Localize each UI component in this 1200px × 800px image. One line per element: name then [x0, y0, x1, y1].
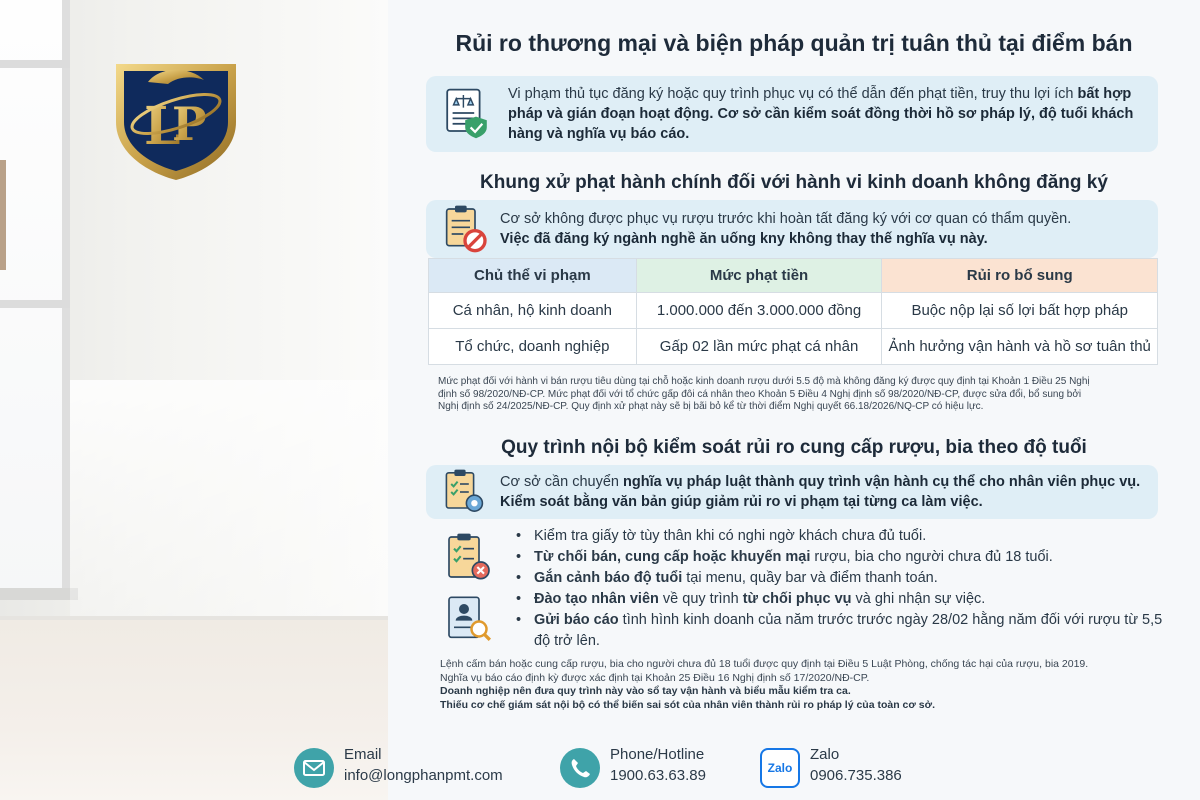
checklist-gear-icon — [440, 468, 488, 516]
room-photo — [0, 0, 388, 800]
list-item — [516, 526, 1166, 547]
section2-note-card — [426, 465, 1158, 519]
note-line-bold: Doanh nghiệp nên đưa quy trình này vào sổ tay vận hành và biểu mẫu kiểm tra ca. — [440, 685, 851, 697]
list-item-text: và ghi nhận sự việc. — [851, 591, 986, 607]
list-item — [516, 589, 1166, 610]
section2-heading: Quy trình nội bộ kiểm soát rủi ro cung cấp rượu, bia theo độ tuổi — [501, 437, 1087, 458]
checklist-prohibit-icon — [440, 204, 490, 254]
list-item-text: tại menu, quầy bar và điểm thanh toán. — [682, 570, 938, 586]
page-title: Rủi ro thương mại và biện pháp quản trị tuân thủ tại điểm bán — [455, 30, 1133, 56]
zalo-label: Zalo — [810, 746, 840, 763]
svg-text:P: P — [172, 97, 207, 151]
email-link[interactable]: info@longphanpmt.com — [344, 767, 503, 784]
intro-text — [508, 84, 1148, 144]
table-header: Mức phạt tiền — [636, 259, 882, 293]
svg-text:L: L — [144, 96, 181, 157]
footnote-line: Nghị định số 24/2025/NĐ-CP. Quy định xử phạt này sẽ bị bãi bỏ kể từ thời điểm Nghị quyết 66.18/2026/NQ-CP có hiệu lực. — [438, 401, 984, 412]
phone-label: Phone/Hotline — [610, 746, 705, 763]
note-line: Nghĩa vụ báo cáo định kỳ được xác định tại Khoản 25 Điều 16 Nghị định số 17/2020/NĐ-CP. — [440, 671, 870, 684]
mail-icon — [294, 748, 334, 788]
list-item-text: tình hình kinh doanh của năm trước trước ngày 28/02 hằng năm đối với rượu từ 5,5 độ trở lên. — [534, 612, 1163, 649]
section1-note — [500, 209, 1150, 249]
list-item-text: về quy trình — [658, 591, 743, 607]
list-item — [516, 610, 1166, 652]
phone-icon — [560, 748, 600, 788]
phone-link[interactable]: 1900.63.63.89 — [610, 767, 706, 784]
checklist-warning-icon — [444, 530, 494, 584]
company-logo-icon — [108, 52, 244, 182]
intro-card — [426, 76, 1158, 152]
table-cell: Cá nhân, hộ kinh doanh — [429, 293, 637, 329]
table-cell: Gấp 02 lần mức phạt cá nhân — [636, 329, 882, 365]
section1-note-card — [426, 200, 1158, 258]
list-item-text: Kiểm tra giấy tờ tùy thân khi có nghi ngờ khách chưa đủ tuổi. — [534, 528, 927, 544]
section1-footnote — [438, 376, 1168, 414]
table-cell: 1.000.000 đến 3.000.000 đồng — [636, 293, 882, 329]
poster — [344, 0, 1200, 800]
list-item-bold: Gắn cảnh báo độ tuổi — [534, 570, 683, 586]
table-cell: Ảnh hưởng vận hành và hồ sơ tuân thủ — [882, 329, 1158, 365]
table-header: Chủ thể vi phạm — [429, 259, 637, 293]
table-cell: Tổ chức, doanh nghiệp — [429, 329, 637, 365]
compliance-list — [516, 526, 1166, 652]
email-label: Email — [344, 746, 382, 763]
footer-email — [294, 742, 544, 792]
zalo-link[interactable]: 0906.735.386 — [810, 767, 902, 784]
sunlight — [70, 380, 388, 620]
section1-note-bold: Việc đã đăng ký ngành nghề ăn uống kny không thay thế nghĩa vụ này. — [500, 231, 988, 247]
fines-table — [428, 258, 1158, 365]
list-item — [516, 568, 1166, 589]
footer-zalo — [760, 742, 960, 792]
list-item-text: rượu, bia cho người chưa đủ 18 tuổi. — [810, 549, 1053, 565]
intro-text-bold: bất hợp pháp và gián đoạn hoạt động. Cơ sở cần kiểm soát đồng thời hồ sơ pháp lý, độ tuổi khách hàng và nghĩa vụ báo cáo. — [508, 86, 1134, 142]
section2-notes — [440, 658, 1088, 712]
list-item-bold: Đào tạo nhân viên — [534, 591, 659, 607]
list-item-bold: Từ chối bán, cung cấp hoặc khuyến mại — [534, 549, 811, 565]
law-document-icon — [440, 84, 494, 142]
note-line: Lệnh cấm bán hoặc cung cấp rượu, bia cho người chưa đủ 18 tuổi được quy định tại Điều 5 Luật Phòng, chống tác hại của rượu, bia 2019. — [440, 658, 1089, 670]
section2-note-plain: Cơ sở cần chuyển — [500, 474, 623, 490]
window — [0, 0, 70, 600]
note-line-bold: Thiếu cơ chế giám sát nội bộ có thể biến sai sót của nhân viên thành rủi ro pháp lý của toàn cơ sở. — [440, 698, 935, 711]
table-header: Rủi ro bổ sung — [882, 259, 1158, 293]
section1-note-plain: Cơ sở không được phục vụ rượu trước khi hoàn tất đăng ký với cơ quan có thẩm quyền. — [500, 211, 1072, 227]
intro-text-plain: Vi phạm thủ tục đăng ký hoặc quy trình phục vụ có thể dẫn đến phạt tiền, truy thu lợi ích — [508, 86, 1078, 102]
section1-heading: Khung xử phạt hành chính đối với hành vi kinh doanh không đăng ký — [480, 172, 1108, 193]
section2-note — [500, 472, 1150, 512]
table-row — [429, 293, 1158, 329]
footnote-line: Mức phạt đối với hành vi bán rượu tiêu dùng tại chỗ hoặc kinh doanh rượu dưới 5.5 độ mà không đăng ký được quy định tại Khoản 1 Điều 25 Nghị — [438, 376, 1090, 387]
footnote-line: định số 98/2020/NĐ-CP. Mức phạt đối với tổ chức gấp đôi cá nhân theo Khoản 5 Điều 4 Nghị định số 98/2020/NĐ-CP, được sửa đổi, bổ sung bởi — [438, 388, 1082, 400]
table-cell: Buộc nộp lại số lợi bất hợp pháp — [882, 293, 1158, 329]
list-item-bold: từ chối phục vụ — [742, 591, 852, 607]
table-row — [429, 329, 1158, 365]
photo-edge — [0, 160, 6, 270]
list-item — [516, 547, 1166, 568]
section2-note-bold: nghĩa vụ pháp luật thành quy trình vận hành cụ thể cho nhân viên phục vụ. Kiểm soát bằng văn bản giúp giảm rủi ro vi phạm tại từng ca làm việc. — [500, 474, 1141, 510]
staff-search-icon — [444, 592, 494, 646]
list-item-bold: Gửi báo cáo — [534, 612, 619, 628]
zalo-icon: Zalo — [760, 748, 800, 788]
table-header-row — [429, 259, 1158, 293]
footer-phone — [560, 742, 760, 792]
